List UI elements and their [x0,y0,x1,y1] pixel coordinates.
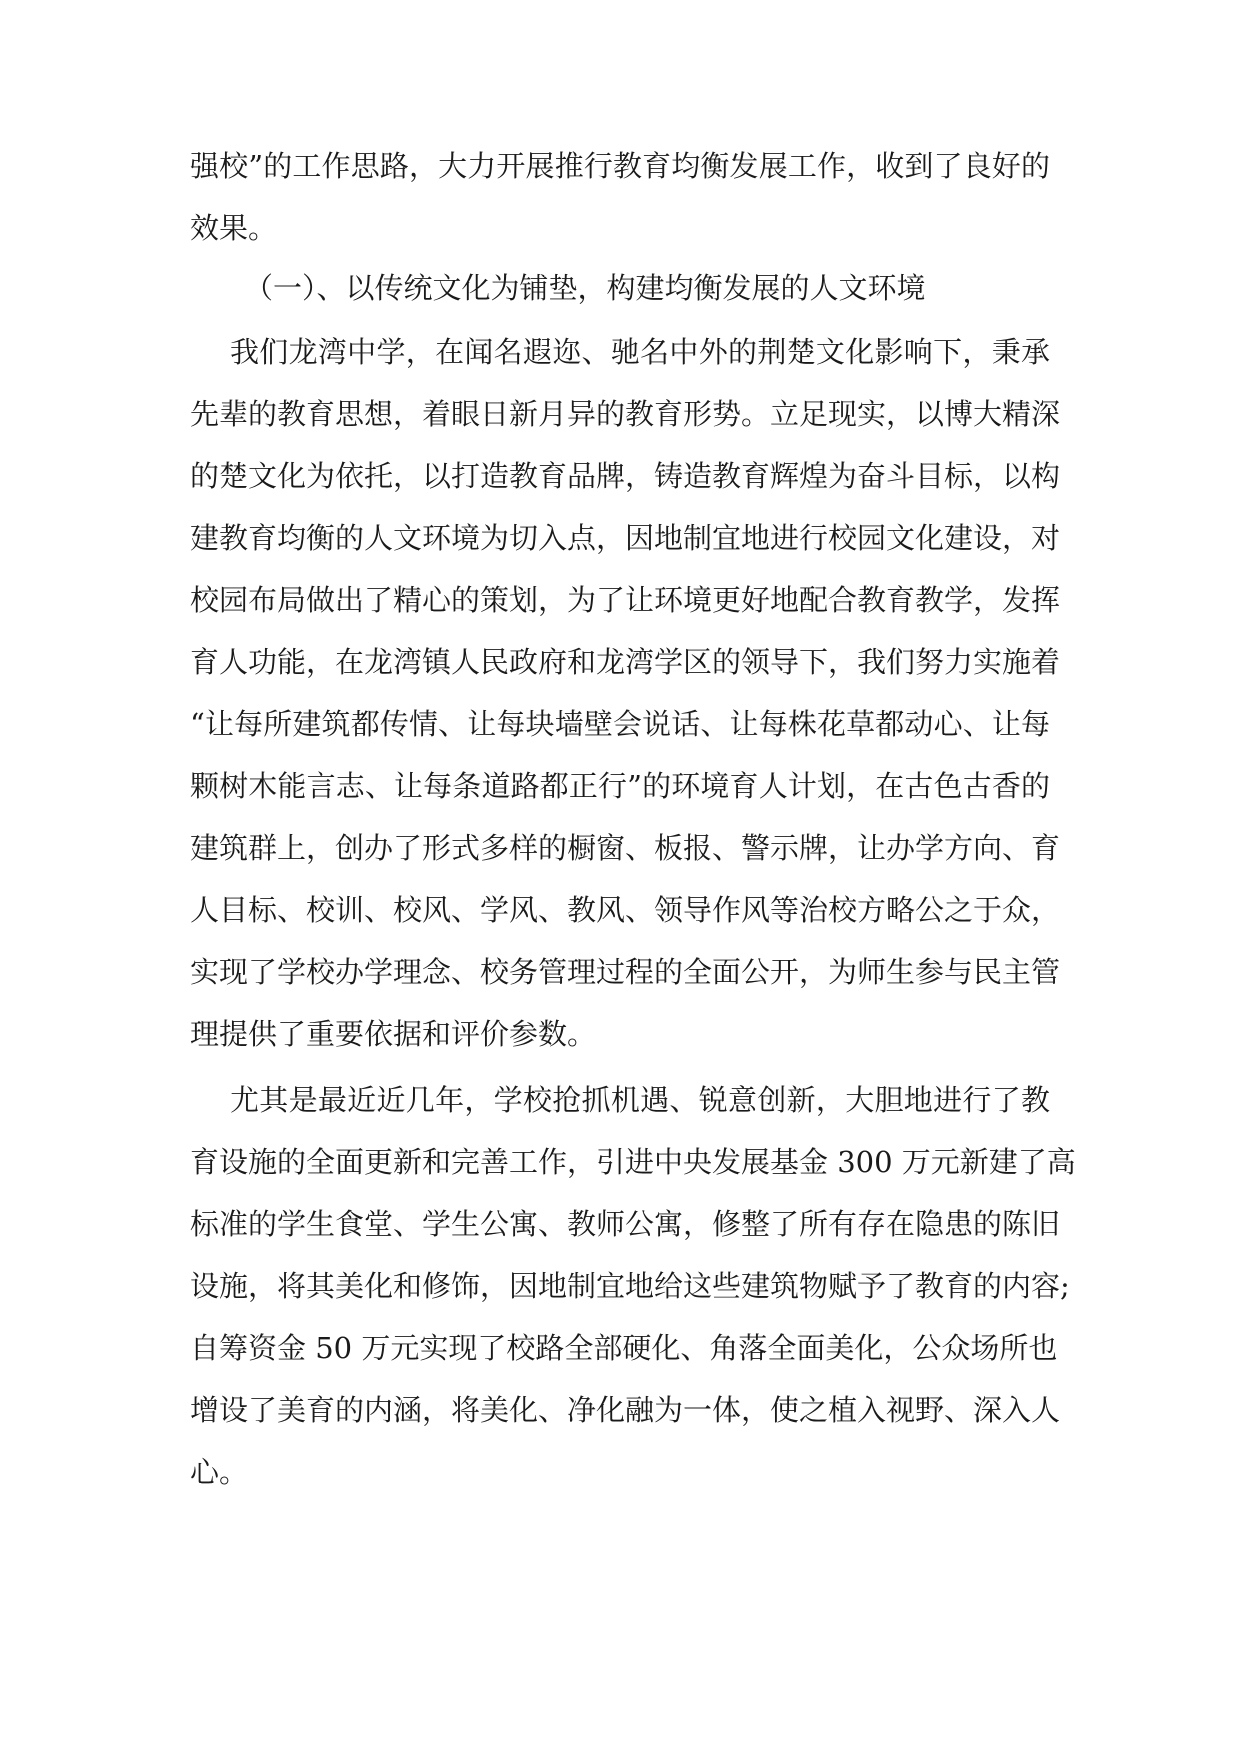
paragraph-line: 增设了美育的内涵，将美化、净化融为一体，使之植入视野、深入人 [190,1393,1061,1427]
paragraph-line: 先辈的教育思想，着眼日新月异的教育形势。立足现实，以博大精深 [190,397,1061,431]
paragraph-line: 尤其是最近近几年，学校抢抓机遇、锐意创新，大胆地进行了教 [230,1083,1050,1117]
paragraph-line: 校园布局做出了精心的策划，为了让环境更好地配合教育教学，发挥 [190,583,1061,617]
paragraph-line: 标准的学生食堂、学生公寓、教师公寓，修整了所有存在隐患的陈旧 [190,1207,1061,1241]
paragraph-line: 育设施的全面更新和完善工作，引进中央发展基金 300 万元新建了高 [190,1145,1076,1179]
paragraph-line: 建教育均衡的人文环境为切入点，因地制宜地进行校园文化建设，对 [190,521,1061,555]
paragraph-line: 实现了学校办学理念、校务管理过程的全面公开，为师生参与民主管 [190,955,1061,989]
section-heading: （一）、以传统文化为铺垫，构建均衡发展的人文环境 [244,271,926,305]
paragraph-line: 我们龙湾中学，在闻名遐迩、驰名中外的荆楚文化影响下，秉承 [230,335,1050,369]
paragraph-line: 建筑群上，创办了形式多样的橱窗、板报、警示牌，让办学方向、育 [190,831,1061,865]
paragraph-line: 颗树木能言志、让每条道路都正行”的环境育人计划，在古色古香的 [190,769,1050,803]
paragraph-line: 育人功能，在龙湾镇人民政府和龙湾学区的领导下，我们努力实施着 [190,645,1061,679]
paragraph-line: 效果。 [190,211,278,245]
paragraph-line: 的楚文化为依托，以打造教育品牌，铸造教育辉煌为奋斗目标，以构 [190,459,1061,493]
paragraph-line: 强校”的工作思路，大力开展推行教育均衡发展工作，收到了良好的 [190,149,1050,183]
paragraph-line: 心。 [190,1455,249,1489]
paragraph-line: 人目标、校训、校风、学风、教风、领导作风等治校方略公之于众， [190,893,1061,927]
paragraph-line: 设施，将其美化和修饰，因地制宜地给这些建筑物赋予了教育的内容; [190,1269,1070,1303]
paragraph-line: 理提供了重要依据和评价参数。 [190,1017,597,1051]
paragraph-line: 自筹资金 50 万元实现了校路全部硬化、角落全面美化，公众场所也 [190,1331,1058,1365]
paragraph-line: “让每所建筑都传情、让每块墙壁会说话、让每株花草都动心、让每 [190,707,1050,741]
